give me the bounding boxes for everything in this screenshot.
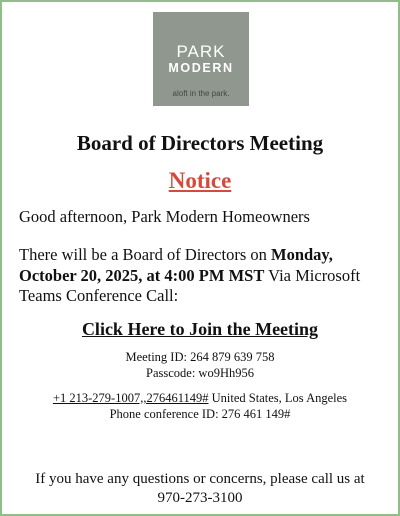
meeting-id: Meeting ID: 264 879 639 758 <box>125 350 275 364</box>
notice-heading: Notice <box>168 168 232 193</box>
page-title: Board of Directors Meeting <box>76 131 324 155</box>
contact-footer: If you have any questions or concerns, please call us at 970-273-3100 <box>35 471 365 506</box>
announcement-outro: Via Microsoft Teams Conference Call: <box>19 265 361 305</box>
meeting-announcement <box>19 245 388 307</box>
phone-location: United States, Los Angeles <box>208 391 348 405</box>
logo-line-1: PARK <box>176 42 226 61</box>
phone-conference-id: Phone conference ID: 276 461 149# <box>109 407 291 421</box>
meeting-date: Monday, October 20, 2025, at 4:00 PM MST <box>19 245 333 285</box>
greeting-text: Good afternoon, Park Modern Homeowners <box>19 207 310 226</box>
logo-tagline: aloft in the park. <box>172 89 230 98</box>
announcement-intro: There will be a Board of Directors on <box>19 245 271 264</box>
join-meeting-link[interactable]: Click Here to Join the Meeting <box>81 319 319 339</box>
meeting-passcode: Passcode: wo9Hh956 <box>146 366 254 380</box>
phone-number-link[interactable]: +1 213-279-1007,,276461149# <box>52 391 209 405</box>
phone-dial-in <box>2 390 398 406</box>
logo-line-2: MODERN <box>168 61 234 75</box>
park-modern-logo <box>153 12 249 106</box>
